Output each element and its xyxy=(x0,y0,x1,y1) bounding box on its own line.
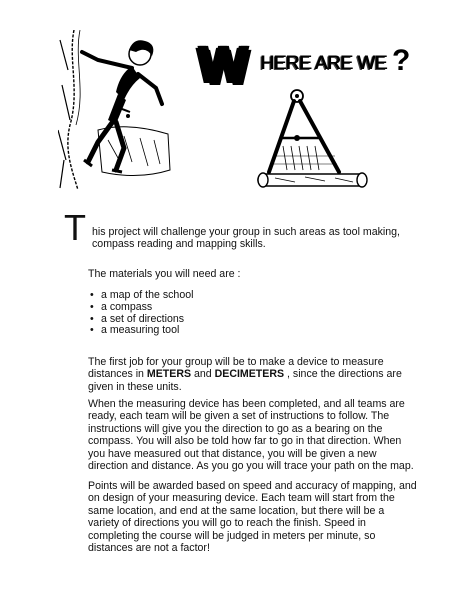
list-item: • a measuring tool xyxy=(90,325,193,337)
paragraph-text: , since the directions are given in these units. xyxy=(88,368,402,393)
intro-dropcap: T xyxy=(64,207,86,248)
paragraph-text: and xyxy=(191,368,215,381)
meters-emphasis: METERS xyxy=(146,368,192,381)
materials-heading: The materials you will need are : xyxy=(88,268,241,280)
title-dropcap: W xyxy=(196,37,247,93)
scoring-paragraph: Points will be awarded based on speed and accuracy of mapping, and on design of your measuring device. Each team will start from the same location, and end at the same location, but there will be a variety of directions you will go to reach the finish. Speed in completing the course will be judged in meters per minute, so distances are not a factor! xyxy=(88,480,417,555)
decimeters-emphasis: DECIMETERS xyxy=(214,368,285,381)
title-text: HERE ARE WE xyxy=(260,53,387,74)
instructions-paragraph: When the measuring device has been completed, and all teams are ready, each team will be given a set of instructions to follow. The instructions will give you the direction to go as a bearing on the compass. You will also be told how far to go in that direction. When you have measured out that distance, you will be given a new direction and distance. As you go you will trace your path on the map. xyxy=(88,398,414,473)
intro-text: his project will challenge your group in such areas as tool making, compass reading and mapping skills. xyxy=(92,226,400,251)
drawing-compass-on-map-illustration xyxy=(255,86,370,198)
list-item: • a map of the school xyxy=(90,290,193,302)
rock-climber-illustration xyxy=(58,30,176,190)
list-item: • a compass xyxy=(90,302,193,314)
title-question-mark: ? xyxy=(392,44,411,77)
measuring-device-paragraph xyxy=(88,356,418,393)
paragraph-text: The first job for your group will be to make a device to measure distances in xyxy=(88,356,384,381)
materials-list xyxy=(90,290,193,337)
list-item: • a set of directions xyxy=(90,314,193,326)
